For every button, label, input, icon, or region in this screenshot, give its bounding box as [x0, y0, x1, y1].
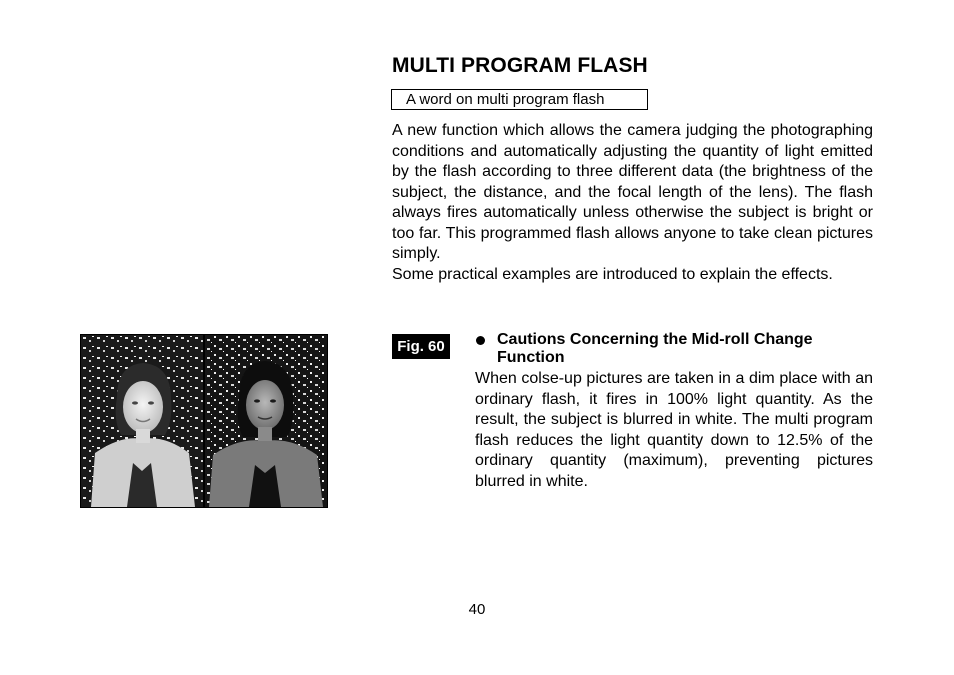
intro-text: [392, 121, 873, 285]
intro-closing: Some practical examples are introduced to explain the effects.: [392, 265, 833, 283]
flash-comparison-photo: [81, 335, 327, 507]
subtitle-box: A word on multi program flash: [391, 89, 648, 110]
page-number: 40: [468, 601, 486, 618]
caution-heading-text: Cautions Concerning the Mid-roll Change Function: [497, 331, 813, 366]
caution-body: When colse-up pictures are taken in a dim place with an ordinary flash, it fires in 100% light quantity. As the result, the subject is blurred in white. The multi program flash reduces the light quantity down to 12.5% of the ordinary quantity (maximum), preventing pictures blurred in white.: [475, 370, 873, 490]
bullet-icon: [476, 336, 485, 345]
page-title: MULTI PROGRAM FLASH: [392, 54, 648, 77]
figure-photo: [80, 334, 328, 508]
caution-section: [475, 331, 873, 492]
caution-heading: [475, 331, 873, 367]
figure-label: Fig. 60: [392, 334, 450, 359]
intro-paragraph: A new function which allows the camera judging the photographing conditions and automatically adjusting the quantity of light emitted by the flash according to three different data (the brightness of the subject, the distance, and the focal length of the lens). The flash always fires automatically unless otherwise the subject is bright or too far. This programmed flash allows anyone to take clean pictures simply.: [392, 122, 873, 262]
